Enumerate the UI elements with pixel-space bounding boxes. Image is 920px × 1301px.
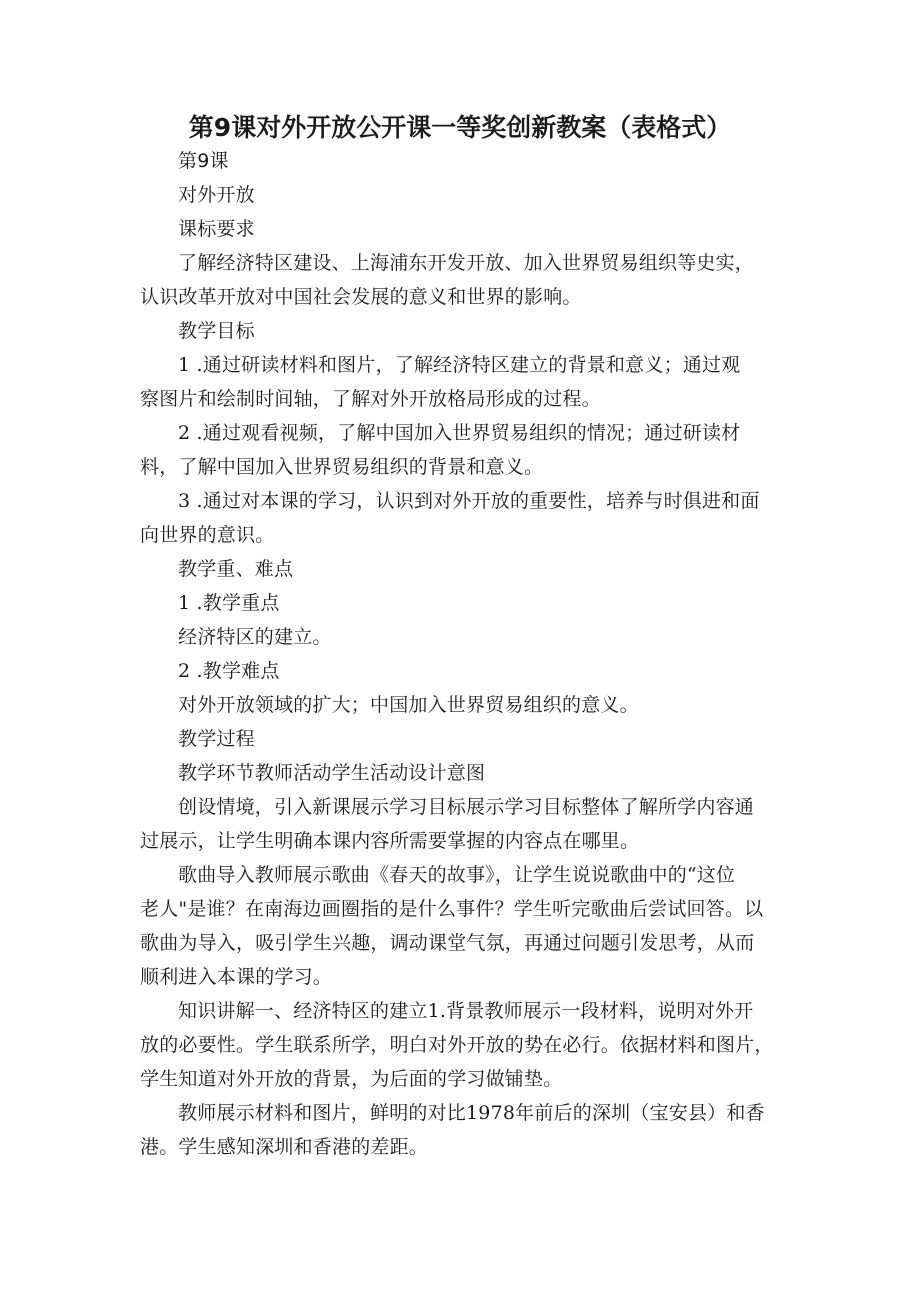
section-heading-process: 教学过程 [178,728,255,750]
section-heading-standards: 课标要求 [178,218,255,240]
paragraph-line: 经济特区的建立。 [178,626,332,648]
paragraph-line: 3 .通过对本课的学习，认识到对外开放的重要性，培养与时俱进和面 [178,490,760,512]
paragraph-line: 歌曲导入教师展示歌曲《春天的故事》，让学生说说歌曲中的“这位 [178,864,736,886]
lesson-number: 第9课 [178,150,229,172]
document-body [140,144,785,1164]
paragraph-line: 1 .通过研读材料和图片，了解经济特区建立的背景和意义；通过观 [178,354,741,376]
paragraph-line: 料，了解中国加入世界贸易组织的背景和意义。 [140,456,544,478]
paragraph-line: 创设情境，引入新课展示学习目标展示学习目标整体了解所学内容通 [178,796,755,818]
paragraph-line: 认识改革开放对中国社会发展的意义和世界的影响。 [140,286,582,308]
section-heading-key-points: 教学重、难点 [178,558,294,580]
paragraph-line: 向世界的意识。 [140,524,275,546]
paragraph-line: 港。学生感知深圳和香港的差距。 [140,1136,429,1158]
lesson-name: 对外开放 [178,184,255,206]
paragraph-line: 过展示，让学生明确本课内容所需要掌握的内容点在哪里。 [140,830,640,852]
document-title: 第9课对外开放公开课一等奖创新教案（表格式） [188,113,732,142]
paragraph-line: 2 .通过观看视频，了解中国加入世界贸易组织的情况；通过研读材 [178,422,741,444]
paragraph-line: 顺利进入本课的学习。 [140,966,333,988]
paragraph-line: 知识讲解一、经济特区的建立1.背景教师展示一段材料，说明对外开 [178,1000,754,1022]
paragraph-line: 察图片和绘制时间轴，了解对外开放格局形成的过程。 [140,388,601,410]
subheading: 2 .教学难点 [178,660,280,682]
subheading: 1 .教学重点 [178,592,280,614]
paragraph-line: 歌曲为导入，吸引学生兴趣，调动课堂气氛，再通过问题引发思考，从而 [140,932,755,954]
paragraph-line: 学生知道对外开放的背景，为后面的学习做铺垫。 [140,1068,563,1090]
paragraph-line: 对外开放领域的扩大；中国加入世界贸易组织的意义。 [178,694,639,716]
paragraph-line: 放的必要性。学生联系所学，明白对外开放的势在必行。依据材料和图片， [140,1034,774,1056]
paragraph-line: 老人"是谁？在南海边画圈指的是什么事件？学生听完歌曲后尝试回答。以 [140,898,764,920]
section-heading-objectives: 教学目标 [178,320,255,342]
paragraph-line: 了解经济特区建设、上海浦东开发开放、加入世界贸易组织等史实， [178,252,755,274]
paragraph-line: 教师展示材料和图片，鲜明的对比1978年前后的深圳（宝安县）和香 [178,1102,765,1124]
table-header-line: 教学环节教师活动学生活动设计意图 [178,762,486,784]
